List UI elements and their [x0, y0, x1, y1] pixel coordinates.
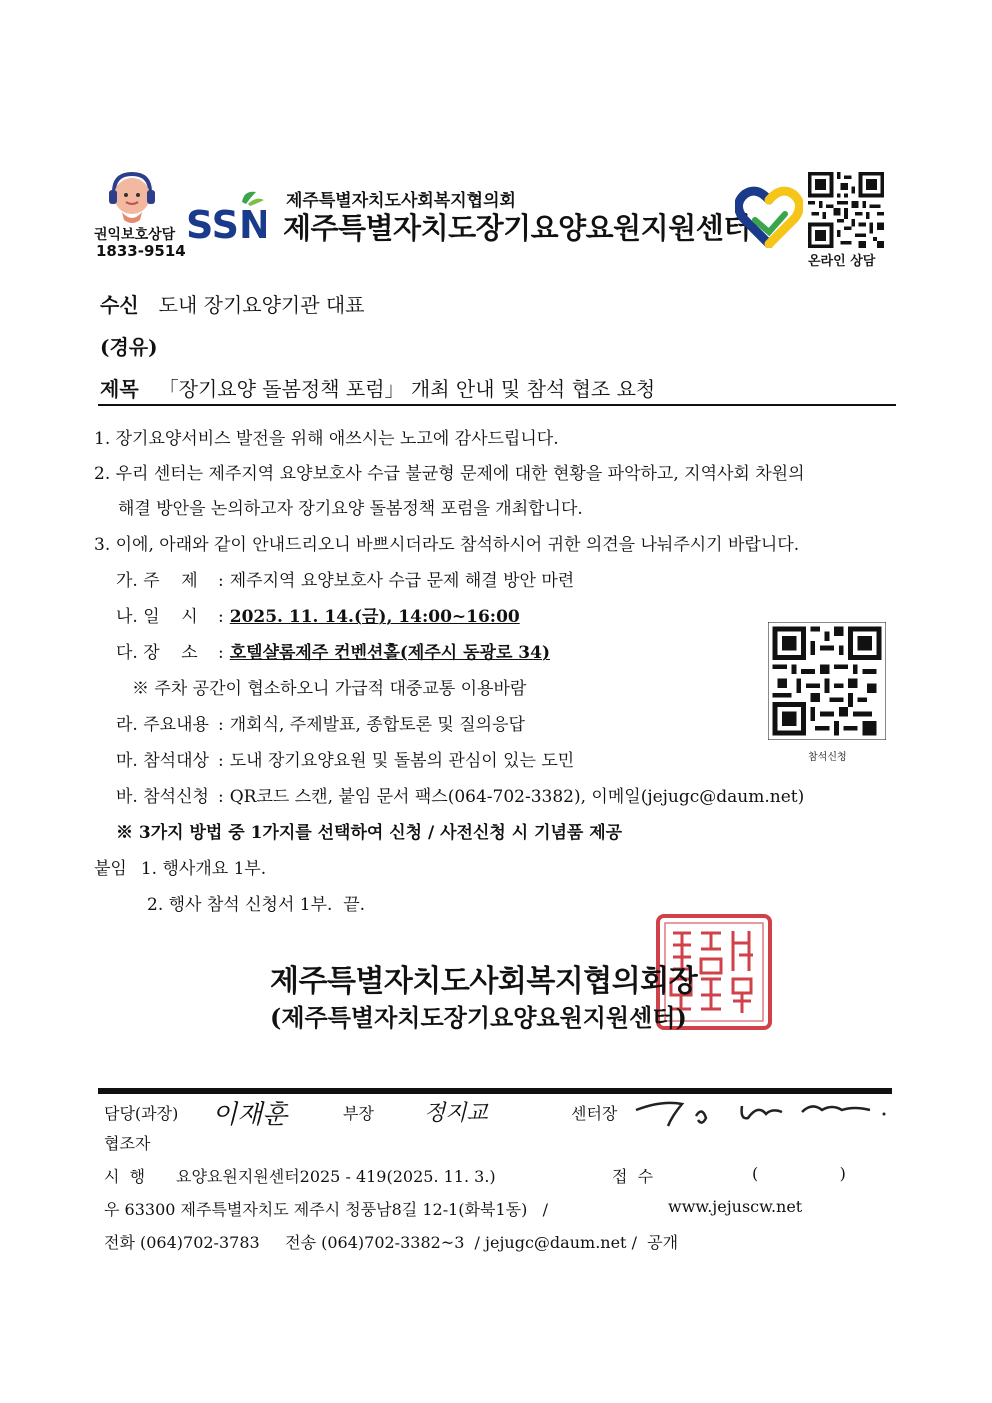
recipient-label: 수신 — [100, 293, 139, 317]
signatory-subtitle: (제주특별자치도장기요양요원지원센터) — [270, 1003, 687, 1032]
detail-key: 가. 주 제 — [116, 571, 198, 591]
detail-key: 나. 일 시 — [116, 607, 198, 627]
attachment-label: 붙임 — [94, 859, 127, 879]
detail-key: 다. 장 소 — [116, 643, 198, 663]
detail-value: 2025. 11. 14.(금), 14:00~16:00 — [229, 607, 520, 627]
detail-item-datetime: 나. 일 시 : 2025. 11. 14.(금), 14:00~16:00 — [116, 602, 520, 627]
attachment-1 — [94, 854, 266, 879]
detail-value: 제주지역 요양보호사 수급 문제 해결 방안 마련 — [229, 571, 575, 591]
paragraph-1: 1. 장기요양서비스 발전을 위해 애쓰시는 노고에 감사드립니다. — [94, 429, 559, 449]
detail-key: 바. 참석신청 — [116, 787, 209, 807]
ssn-logo-text: SSN — [186, 203, 266, 242]
receipt-label: 접 수 — [612, 1167, 654, 1186]
paragraph-3: 3. 이에, 아래와 같이 안내드리오니 바쁘시더라도 참석하시어 귀한 의견을 나눠주시기 바랍니다. — [94, 535, 800, 555]
subject-row — [100, 373, 655, 402]
online-consult-qr-code[interactable] — [808, 172, 884, 248]
detail-value: 도내 장기요양요원 및 돌봄의 관심이 있는 도민 — [229, 751, 575, 771]
signatory-title: 제주특별자치도사회복지협의회장 — [270, 964, 698, 999]
subject-label: 제목 — [100, 377, 139, 401]
attachment-1-text: 1. 행사개요 1부. — [140, 859, 267, 879]
dept-head-signature: 정지교 — [424, 1101, 488, 1126]
detail-item-content: 라. 주요내용 : 개회식, 주제발표, 종합토론 및 질의응답 — [116, 710, 525, 735]
hotline-number: 1833-9514 — [96, 242, 186, 260]
ssn-logo — [186, 188, 266, 242]
recipient-row — [100, 289, 365, 318]
heart-logo-icon — [735, 186, 803, 248]
director-signature-icon — [632, 1096, 892, 1134]
subject-value: 「장기요양 돌봄정책 포럼」 개최 안내 및 참석 협조 요청 — [158, 377, 656, 401]
detail-item-audience: 마. 참석대상 : 도내 장기요양요원 및 돌봄의 관심이 있는 도민 — [116, 746, 574, 771]
address-line: 우 63300 제주특별자치도 제주시 청풍남8길 12-1(화북1동) / — [104, 1200, 548, 1219]
via-row — [100, 331, 178, 360]
detail-value: 호텔샬롬제주 컨벤션홀(제주시 동광로 34) — [229, 643, 550, 663]
online-consult-label: 온라인 상담 — [808, 254, 876, 269]
mascot-icon — [104, 168, 160, 228]
registration-qr-code[interactable] — [768, 622, 886, 740]
parking-note: ※ 주차 공간이 협소하오니 가급적 대중교통 이용바람 — [132, 679, 527, 699]
detail-item-topic: 가. 주 제 : 제주지역 요양보호사 수급 문제 해결 방안 마련 — [116, 566, 574, 591]
manager-label: 담당(과장) — [104, 1104, 179, 1123]
website-link[interactable]: www.jejuscw.net — [668, 1197, 803, 1216]
paragraph-2-line-2: 해결 방안을 논의하고자 장기요양 돌봄정책 포럼을 개최합니다. — [118, 499, 583, 519]
enforce-label: 시 행 — [104, 1167, 146, 1186]
enforce-value: 요양요원지원센터2025 - 419(2025. 11. 3.) — [176, 1167, 496, 1186]
detail-key: 라. 주요내용 — [116, 715, 209, 735]
attachment-2: 2. 행사 참석 신청서 1부. 끝. — [147, 895, 366, 915]
detail-item-venue: 다. 장 소 : 호텔샬롬제주 컨벤션홀(제주시 동광로 34) — [116, 638, 550, 663]
via-label: (경유) — [100, 335, 158, 359]
detail-value: 개회식, 주제발표, 종합토론 및 질의응답 — [229, 715, 525, 735]
manager-signature: 이재훈 — [212, 1100, 288, 1130]
dept-head-label: 부장 — [343, 1104, 374, 1123]
hotline-label: 권익보호상담 — [94, 227, 176, 243]
receipt-value: ( ) — [752, 1164, 846, 1183]
cooperator-label: 협조자 — [104, 1134, 151, 1153]
registration-qr-label: 참석신청 — [808, 752, 847, 763]
detail-value: QR코드 스캔, 붙임 문서 팩스(064-702-3382), 이메일(jejugc@daum.net) — [229, 787, 805, 807]
subject-divider — [98, 404, 896, 406]
paragraph-2-line-1: 2. 우리 센터는 제주지역 요양보호사 수급 불균형 문제에 대한 현황을 파악하고, 지역사회 차원의 — [94, 464, 805, 484]
center-name: 제주특별자치도장기요양요원지원센터 — [283, 211, 751, 245]
contact-line: 전화 (064)702-3783 전송 (064)702-3382~3 / jejugc@daum.net / 공개 — [104, 1233, 679, 1252]
detail-item-registration: 바. 참석신청 : QR코드 스캔, 붙임 문서 팩스(064-702-3382), 이메일(jejugc@daum.net) — [116, 782, 804, 807]
method-note: ※ 3가지 방법 중 1가지를 선택하여 신청 / 사전신청 시 기념품 제공 — [116, 823, 623, 843]
org-name: 제주특별자치도사회복지협의회 — [286, 191, 516, 211]
recipient-value: 도내 장기요양기관 대표 — [158, 293, 365, 317]
detail-key: 마. 참석대상 — [116, 751, 209, 771]
director-label: 센터장 — [571, 1104, 618, 1123]
